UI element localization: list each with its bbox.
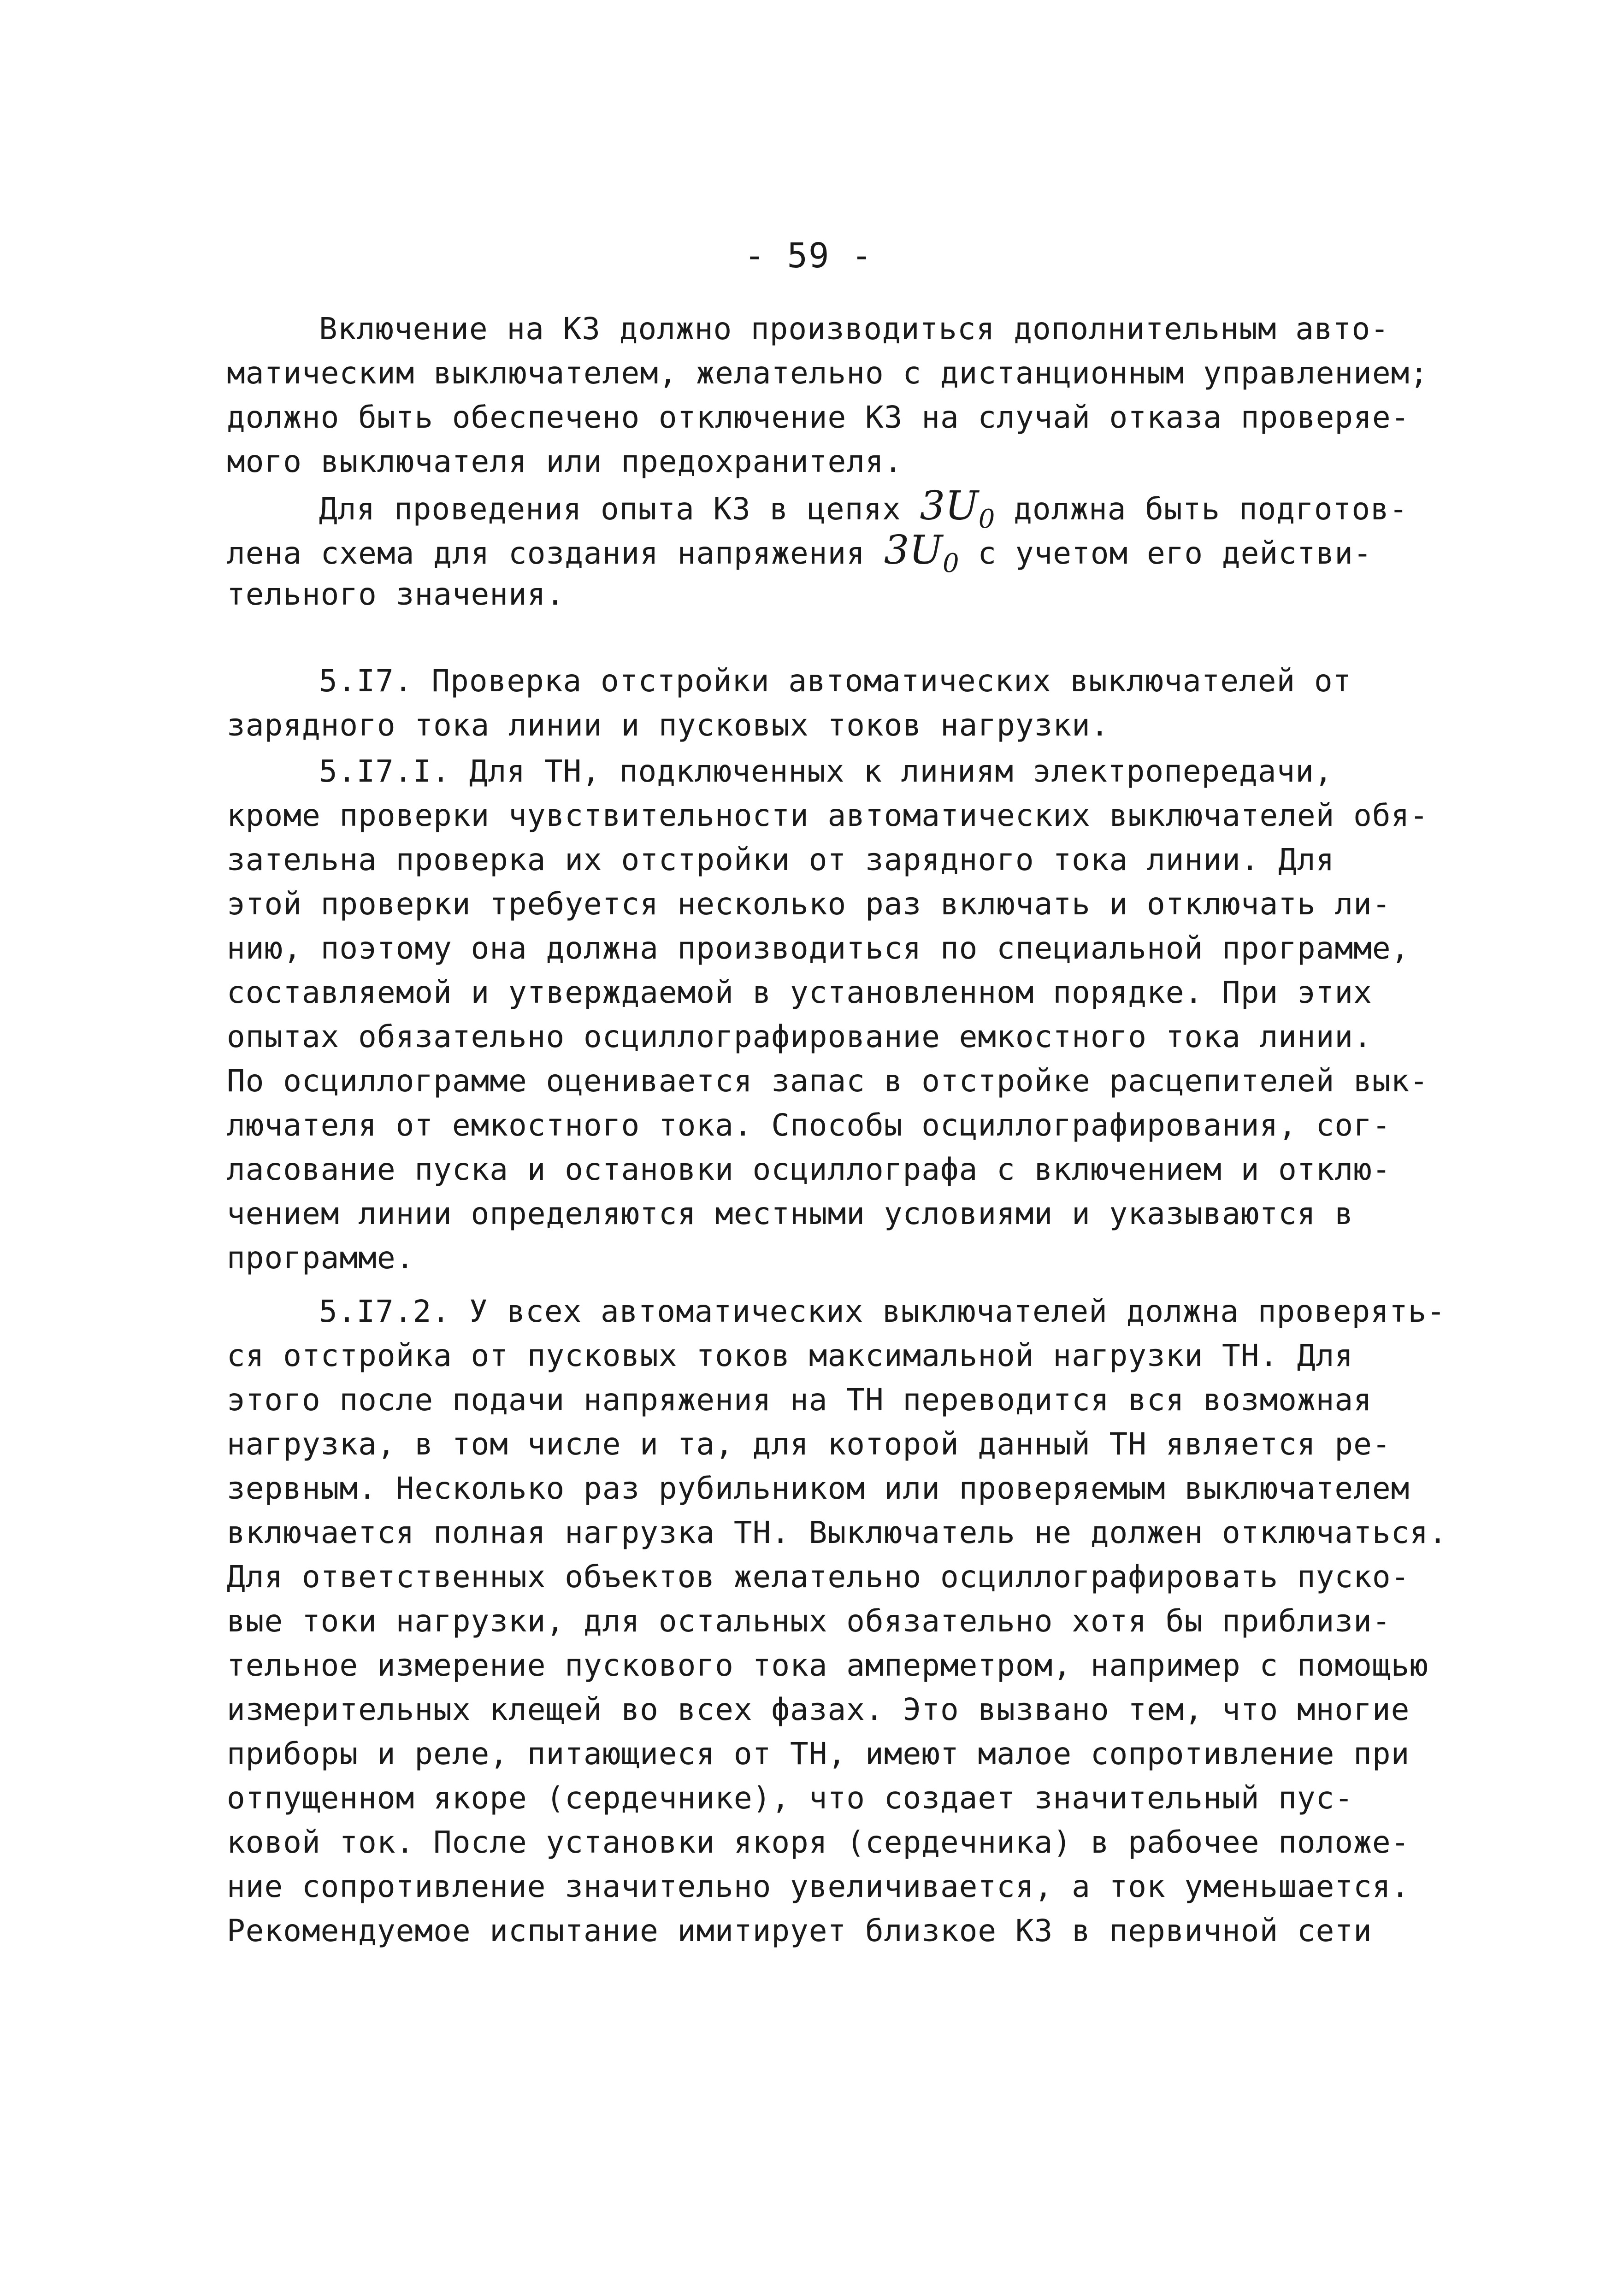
text-line: вые токи нагрузки, для остальных обязательно хотя бы приблизи- bbox=[227, 1603, 1391, 1639]
text-line: 5.I7.2. У всех автоматических выключателей должна проверять- bbox=[319, 1294, 1446, 1329]
text-line: отпущенном якоре (сердечнике), что создает значительный пус- bbox=[227, 1780, 1354, 1816]
text-line: включается полная нагрузка ТН. Выключатель не должен отключаться. bbox=[227, 1515, 1447, 1550]
text-line bbox=[227, 527, 1471, 579]
text-line: Рекомендуемое испытание имитирует близкое КЗ в первичной сети bbox=[227, 1913, 1372, 1949]
text-line: этой проверки требуется несколько раз включать и отключать ли- bbox=[227, 886, 1391, 922]
text-line bbox=[227, 483, 1471, 535]
text-line: ковой ток. После установки якоря (сердечника) в рабочее положе- bbox=[227, 1825, 1410, 1860]
text-line: лючателя от емкостного тока. Способы осциллографирования, сог- bbox=[227, 1107, 1391, 1143]
section-5-17-1 bbox=[227, 749, 1471, 1280]
formula-3u0: $3U_0$ bbox=[884, 527, 959, 579]
paragraph-3u0-test bbox=[227, 484, 1471, 617]
text-span: Для проведения опыта КЗ в цепях bbox=[319, 491, 920, 527]
text-line: Включение на КЗ должно производиться дополнительным авто- bbox=[319, 311, 1389, 347]
text-span: с учетом его действи- bbox=[959, 536, 1372, 571]
text-span: лена схема для создания напряжения bbox=[227, 536, 884, 571]
text-line: программе. bbox=[227, 1240, 415, 1276]
text-line: ние сопротивление значительно увеличивается, а ток уменьшается. bbox=[227, 1869, 1410, 1904]
text-line: 5.I7.I. Для ТН, подключенных к линиям электропередачи, bbox=[319, 754, 1333, 789]
text-line: кроме проверки чувствительности автоматических выключателей обя- bbox=[227, 798, 1429, 833]
section-5-17-2 bbox=[227, 1289, 1471, 1953]
text-span: должна быть подготов- bbox=[995, 491, 1408, 527]
text-line: опытах обязательно осциллографирование емкостного тока линии. bbox=[227, 1019, 1372, 1054]
text-line: приборы и реле, питающиеся от ТН, имеют малое сопротивление при bbox=[227, 1736, 1410, 1772]
text-line: тельного значения. bbox=[227, 577, 565, 612]
text-line: чением линии определяются местными условиями и указываются в bbox=[227, 1196, 1354, 1231]
formula-3u0: $3U_0$ bbox=[920, 483, 995, 535]
text-line: По осциллограмме оценивается запас в отстройке расцепителей вык- bbox=[227, 1063, 1429, 1099]
text-line: этого после подачи напряжения на ТН переводится вся возможная bbox=[227, 1382, 1372, 1418]
section-5-17-heading bbox=[227, 659, 1471, 748]
page-number: - 59 - bbox=[744, 236, 873, 276]
text-line: ласование пуска и остановки осциллографа с включением и отклю- bbox=[227, 1152, 1391, 1187]
text-line: зервным. Несколько раз рубильником или проверяемым выключателем bbox=[227, 1471, 1410, 1506]
text-line: зательна проверка их отстройки от зарядного тока линии. Для bbox=[227, 842, 1335, 877]
text-line: тельное измерение пускового тока амперметром, например с помощью bbox=[227, 1648, 1429, 1683]
text-line: нагрузка, в том числе и та, для которой данный ТН является ре- bbox=[227, 1426, 1391, 1462]
text-line: 5.I7. Проверка отстройки автоматических выключателей от bbox=[319, 663, 1352, 699]
text-line: зарядного тока линии и пусковых токов нагрузки. bbox=[227, 707, 1109, 743]
text-line: измерительных клещей во всех фазах. Это вызвано тем, что многие bbox=[227, 1692, 1410, 1727]
text-line: составляемой и утверждаемой в установленном порядке. При этих bbox=[227, 975, 1372, 1010]
text-line: должно быть обеспечено отключение КЗ на случай отказа проверяе- bbox=[227, 400, 1410, 435]
text-line: Для ответственных объектов желательно осциллографировать пуско- bbox=[227, 1559, 1410, 1595]
text-line: матическим выключателем, желательно с дистанционным управлением; bbox=[227, 355, 1429, 391]
text-line: нию, поэтому она должна производиться по специальной программе, bbox=[227, 930, 1410, 966]
text-line: мого выключателя или предохранителя. bbox=[227, 444, 903, 479]
paragraph-shortcircuit-switching bbox=[227, 307, 1471, 484]
text-line: ся отстройка от пусковых токов максимальной нагрузки ТН. Для bbox=[227, 1338, 1354, 1373]
